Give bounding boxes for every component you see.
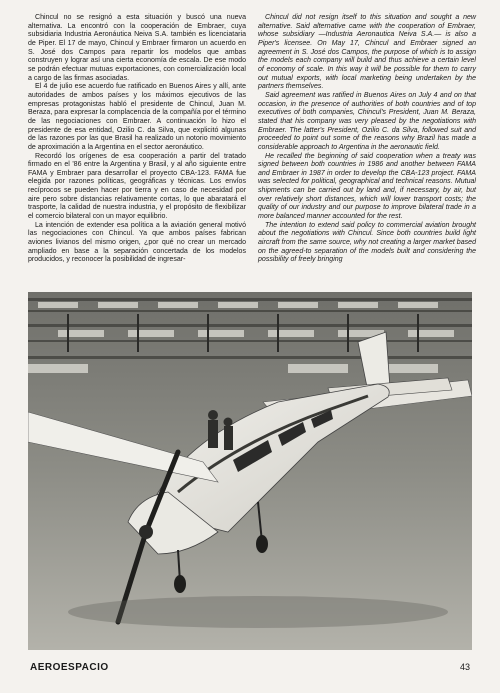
airplane-photo-icon xyxy=(28,292,472,650)
english-paragraph-4: The intention to extend said policy to commercial aviation brought about the negotiations with Chincul. Since both countries build light aircraft from the same source, why not creating a larger market based on the agreed-to separation of the models built and considering the possibility of freely bringing xyxy=(258,221,476,264)
page-number: 43 xyxy=(459,662,470,672)
spanish-column xyxy=(28,14,246,265)
spanish-paragraph-3: Recordó los orígenes de esa cooperación a partir del tratado firmado en el '86 entre la Argentina y Brasil, y al año siguiente entre FAMA y Embraer para desarrollar el proyecto CBA-123. FAMA fue elegida por razones políticas, geográficas y técnicas. Los envíos recíprocos se pueden hacer por tierra y en caso de necesidad por aire pero sobre distancias relativamente cortas, lo que abaratará el trasporte, la calidad de nuestra industria, y el propósito de flexibilizar el comercio bilateral con un mayor equilibrio. xyxy=(28,152,246,221)
airplane-photo xyxy=(28,292,472,650)
magazine-title: AEROESPACIO xyxy=(30,662,109,673)
english-paragraph-3: He recalled the beginning of said cooperation when a treaty was signed between both countries in 1986 and another between FAMA and Embraer in 1987 in order to develop the CBA-123 project. FAMA was selected for political, geographical and technical reasons. Mutual shipments can be carried out by land and, if necessary, by air, but over relatively short distances, which will lower transport costs; the quality of our industry and our purpose to improve bilateral trade in a more balanced manner accounted for the rest. xyxy=(258,152,476,221)
english-paragraph-1: Chincul did not resign itself to this situation and sought a new alternative. Said alternative came with the cooperation of Embraer, whose subsidiary —Industria Aeronautica Neiva S.A.— is also a Piper's licensee. On May 17, Chincul and Embraer signed an agreement in S. José dos Campos, the purpose of which is to assign the models each company will build and thus achieve a certain level of economy of scale. In this way it will be possible for them to carry out mutual exports, with local marketing being undertaken by the partners themselves. xyxy=(258,14,476,91)
english-column xyxy=(258,14,476,265)
spanish-paragraph-1: Chincul no se resignó a esta situación y buscó una nueva alternativa. La encontró con la cooperación de Embraer, cuya subsidiaria Industria Aeronáutica Neiva S.A. también es licenciataria de Piper. El 17 de mayo, Chincul y Embraer firmaron un acuerdo en S. José dos Campos para repartir los modelos que ambas construyen y lograr así una cierta economía de escala. De ese modo se podrán efectuar mutuas exportaciones, con comercialización local a cargo de las firmas asociadas. xyxy=(28,14,246,82)
spanish-paragraph-2: El 4 de julio ese acuerdo fue ratificado en Buenos Aires y allí, ante autoridades de ambos países y los máximos ejecutivos de las empresas protagonistas habló el presidente de Chincul, Juan M. Beraza, para expresar la complacencia de la compañía por el término de las negociaciones con Embraer. A continuación lo hizo el presidente de esa entidad, Ozilio C. da Silva, que explicitó algunas de las razones por las que Brasil ha realizado un notorio movimiento de aproximación a la Argentina en el sector aeronáutico. xyxy=(28,83,246,151)
spanish-paragraph-4: La intención de extender esa política a la aviación general motivó las negociaciones con Chincul. Ya que ambos países fabrican aviones livianos del mismo origen, ¿por qué no crear un mercado ampliado en base a la separación concertada de los modelos producidos, y reconocer la posibilidad de ingresar- xyxy=(28,221,246,264)
english-paragraph-2: Said agreement was ratified in Buenos Aires on July 4 and on that occasion, in the presence of authorities of both countries and of top executives of both companies, Chincul's President, Juan M. Beraza, stated that his company was very pleased by the negotiations with Embraer. The latter's President, Ozilio C. da Silva, followed suit and proceeded to point out some of the reasons why Brazil has made a considerable approach to Argentina in the aeronautic field. xyxy=(258,91,476,151)
